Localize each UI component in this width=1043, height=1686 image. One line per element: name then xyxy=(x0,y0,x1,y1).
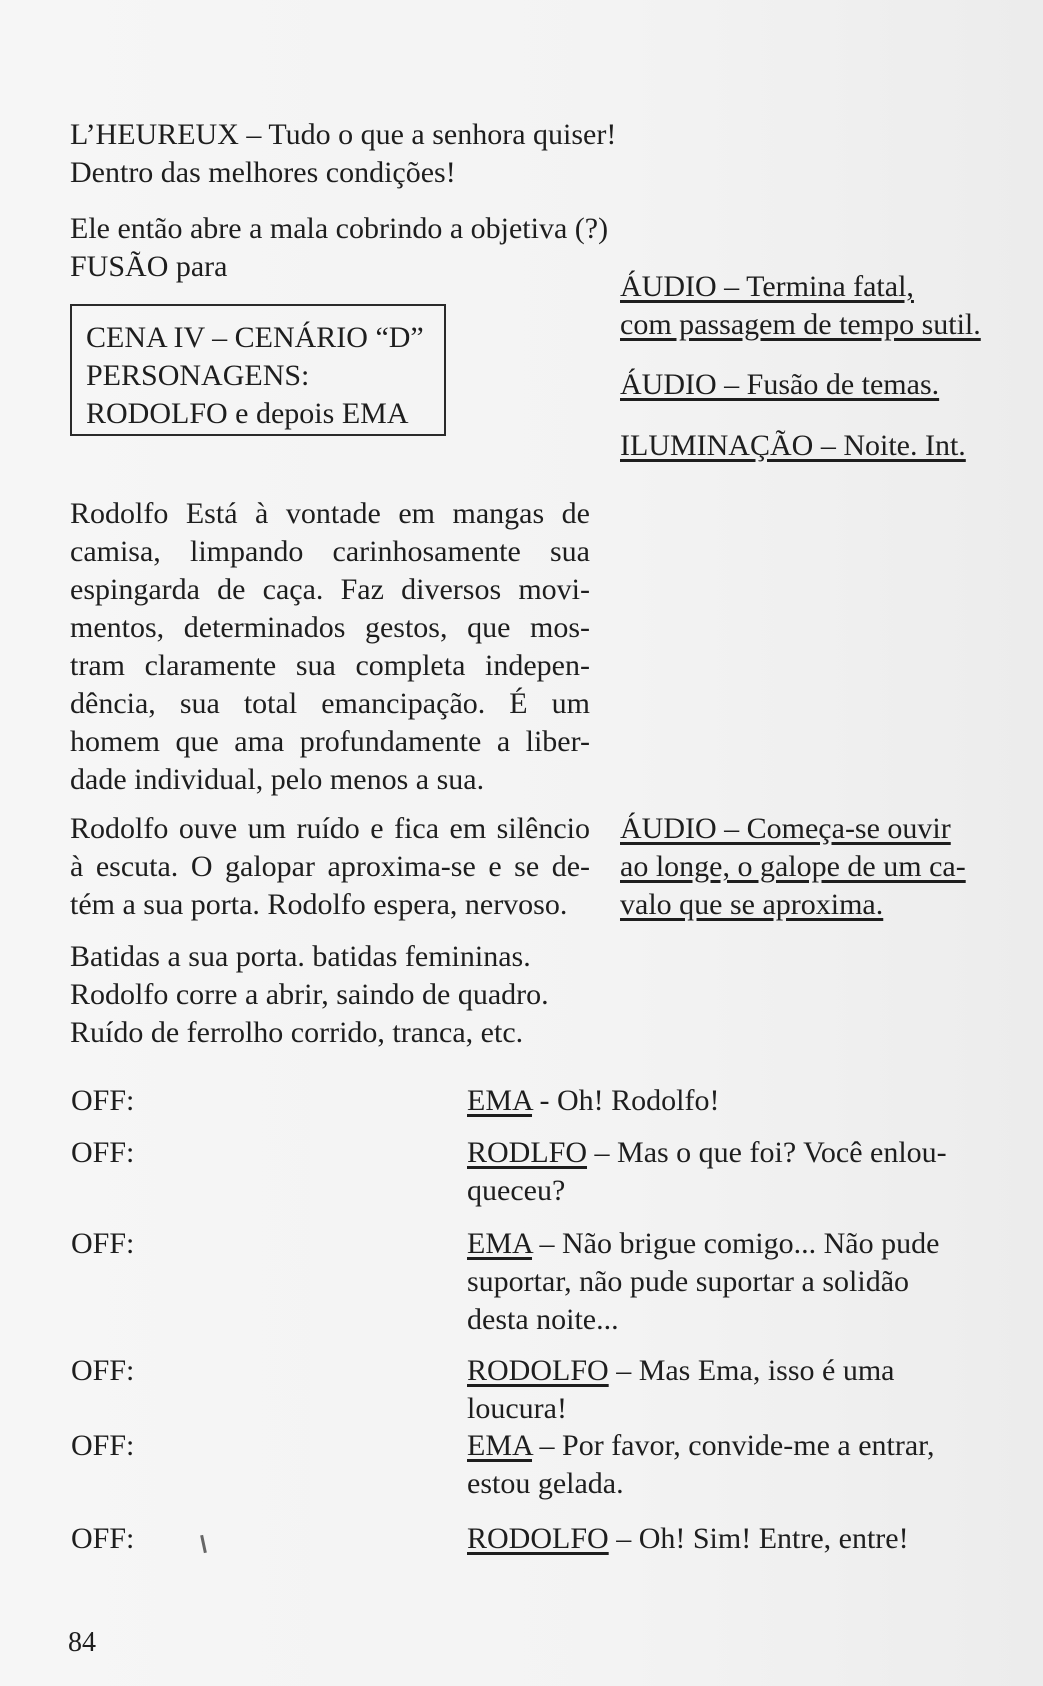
speech: – Não brigue comigo... Não pude xyxy=(532,1227,940,1260)
audio-line: ÁUDIO – Fusão de temas. xyxy=(620,368,940,401)
audio-line: valo que se aproxima. xyxy=(620,888,884,921)
off-label: OFF: xyxy=(71,1429,135,1462)
dialogue-line xyxy=(467,1427,1007,1503)
description-line: Rodolfo ouve um ruído e fica em silêncio xyxy=(70,812,590,845)
description-paragraph xyxy=(70,810,590,924)
speaker-name: RODOLFO xyxy=(467,1354,609,1387)
off-label: OFF: xyxy=(71,1136,135,1169)
speech: – Oh! Sim! Entre, entre! xyxy=(608,1522,909,1555)
intro-text xyxy=(70,116,616,192)
intro-line: Ele então abre a mala cobrindo a objetiva (?) xyxy=(70,212,609,245)
page-number: 84 xyxy=(68,1627,96,1658)
description-line: tram claramente sua completa indepen- xyxy=(70,649,590,682)
dialogue-line xyxy=(467,1134,1007,1210)
speech: – Mas o que foi? Você enlou- xyxy=(587,1136,947,1169)
speech: – Mas Ema, isso é uma xyxy=(608,1354,895,1387)
speech: estou gelada. xyxy=(467,1467,624,1500)
dialogue-text xyxy=(467,1225,1007,1263)
dialogue-line xyxy=(467,1082,1007,1120)
audio-line: ao longe, o galope de um ca- xyxy=(620,850,966,883)
description-paragraph xyxy=(70,938,590,1052)
description-line: Rodolfo corre a abrir, saindo de quadro. xyxy=(70,978,549,1011)
intro-line: FUSÃO para xyxy=(70,250,228,283)
scene-line: CENA IV – CENÁRIO “D” xyxy=(86,321,424,354)
dialogue-text xyxy=(467,1352,1007,1390)
speech: – Por favor, convide-me a entrar, xyxy=(532,1429,935,1462)
speaker-name: RODOLFO xyxy=(467,1522,609,1555)
intro-line: L’HEUREUX – Tudo o que a senhora quiser! xyxy=(70,118,617,151)
intro-text xyxy=(70,210,608,286)
off-label: OFF: xyxy=(71,1227,135,1260)
scene-line: RODOLFO e depois EMA xyxy=(86,397,409,430)
speech: queceu? xyxy=(467,1174,566,1207)
lighting-line: ILUMINAÇÃO – Noite. Int. xyxy=(620,429,966,462)
description-line: Ruído de ferrolho corrido, tranca, etc. xyxy=(70,1016,524,1049)
off-label: OFF: xyxy=(71,1354,135,1387)
ink-mark xyxy=(200,1535,207,1553)
description-line: Rodolfo Está à vontade em mangas de xyxy=(70,497,590,530)
description-line: Batidas a sua porta. batidas femininas. xyxy=(70,940,531,973)
speaker-name: EMA xyxy=(467,1429,533,1462)
description-line: camisa, limpando carinhosamente sua xyxy=(70,535,590,568)
speech: - Oh! Rodolfo! xyxy=(532,1084,720,1117)
audio-line: ÁUDIO – Começa-se ouvir xyxy=(620,812,951,845)
audio-line: ÁUDIO – Termina fatal, xyxy=(620,270,914,303)
description-paragraph xyxy=(70,495,590,799)
dialogue-text xyxy=(467,1134,1007,1172)
dialogue-line xyxy=(467,1225,1007,1339)
scene-line: PERSONAGENS: xyxy=(86,359,310,392)
speaker-name: EMA xyxy=(467,1227,533,1260)
description-line: dade individual, pelo menos a sua. xyxy=(70,763,485,796)
dialogue-line xyxy=(467,1352,1007,1428)
speech: suportar, não pude suportar a solidão xyxy=(467,1265,910,1298)
speaker-name: RODLFO xyxy=(467,1136,588,1169)
intro-line: Dentro das melhores condições! xyxy=(70,156,456,189)
audio-note xyxy=(620,366,939,404)
speech: desta noite... xyxy=(467,1303,619,1336)
description-line: à escuta. O galopar aproxima-se e se de- xyxy=(70,850,590,883)
description-line: espingarda de caça. Faz diversos movi- xyxy=(70,573,590,606)
description-line: mentos, determinados gestos, que mos- xyxy=(70,611,590,644)
dialogue-line xyxy=(467,1520,1007,1558)
audio-line: com passagem de tempo sutil. xyxy=(620,308,981,341)
speech: loucura! xyxy=(467,1392,567,1425)
dialogue-text xyxy=(467,1427,1007,1465)
dialogue-text xyxy=(467,1082,1007,1120)
audio-note xyxy=(620,810,1002,924)
description-line: tém a sua porta. Rodolfo espera, nervoso. xyxy=(70,888,568,921)
dialogue-text xyxy=(467,1520,1007,1558)
lighting-note xyxy=(620,427,966,465)
off-label: OFF: xyxy=(71,1084,135,1117)
description-line: dência, sua total emancipação. É um xyxy=(70,687,590,720)
description-line: homem que ama profundamente a liber- xyxy=(70,725,590,758)
speaker-name: EMA xyxy=(467,1084,533,1117)
off-label: OFF: xyxy=(71,1522,135,1555)
scene-box xyxy=(70,304,446,436)
audio-note xyxy=(620,268,981,344)
